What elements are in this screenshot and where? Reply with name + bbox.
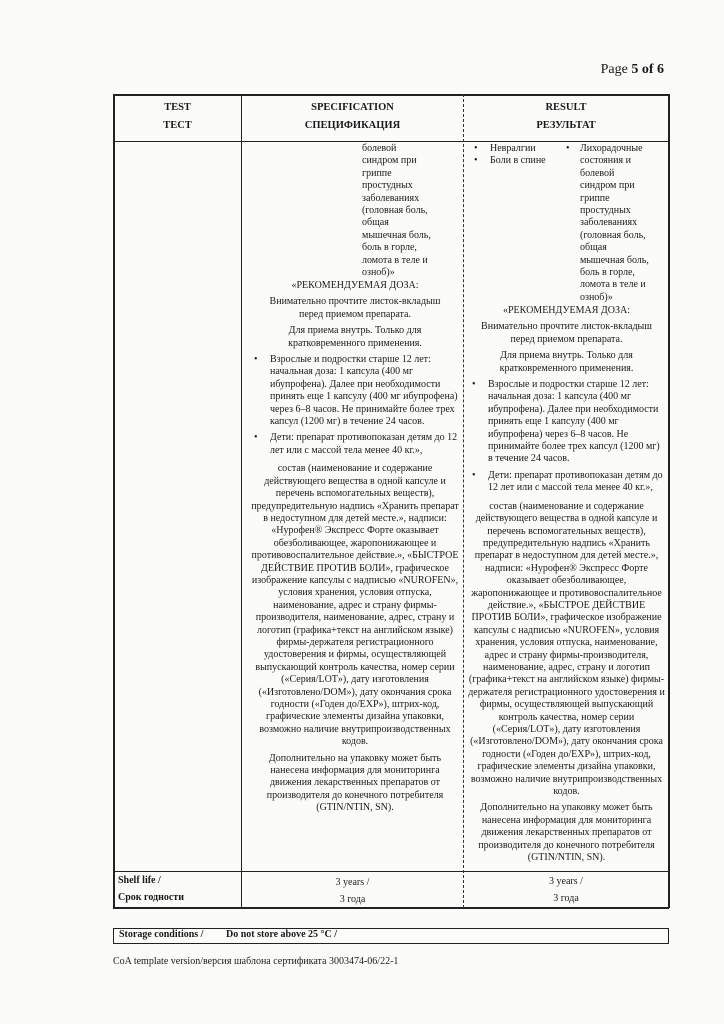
spec-line: заболеваниях — [362, 192, 420, 204]
spec-oral-use: Для приема внутрь. Только для кратковременного применения. — [288, 325, 422, 349]
spec-line: боль в горле, — [362, 242, 417, 254]
result-right-lines — [562, 143, 666, 304]
spec-dosage-block — [250, 280, 460, 819]
result-monitoring-text: Дополнительно на упаковку может быть нанесена информация для мониторинга движения лекарственных препаратов от производителя до конечного потребителя (GTIN/NTIN, SN). — [478, 802, 655, 864]
result-bullet-back-pain: • Боли в спине — [470, 155, 570, 167]
header-test — [114, 99, 241, 135]
result-oral-use: Для приема внутрь. Только для кратковременного применения. — [499, 350, 634, 374]
result-line: заболеваниях — [580, 217, 638, 229]
storage-value: Do not store above 25 °C / — [226, 929, 338, 940]
header-specification — [242, 99, 463, 135]
spec-line: болевой — [362, 143, 397, 154]
header-result-en: RESULT — [545, 102, 587, 113]
spec-dose-adults: • Взрослые и подростки старше 12 лет: начальная доза: 1 капсула (400 мг ибупрофена). Далее при необходимости принять еще 1 капсулу (400 мг ибупрофена) через 6–8 часов. Не принимайте более трех капсул (1200 мг) в течение 24 часов. — [250, 354, 460, 428]
result-line: боль в горле, — [580, 267, 635, 279]
result-line: мышечная боль, — [580, 254, 649, 266]
result-dosage-block — [468, 305, 665, 868]
result-dose-children: • Дети: препарат противопоказан детям до 12 лет или с массой тела менее 40 кг.», — [468, 470, 665, 495]
result-line: озноб)» — [580, 291, 613, 303]
shelf-label-en: Shelf life / — [118, 875, 161, 886]
spec-top-lines — [362, 143, 462, 279]
result-line: общая — [580, 242, 607, 254]
spec-dose-children: • Дети: препарат противопоказан детям до 12 лет или с массой тела менее 40 кг.», — [250, 432, 460, 457]
spec-package-text: состав (наименование и содержание действующего вещества в одной капсуле и перечень вспомогательных веществ), предупредительную надпись «Хранить препарат в недоступном для детей месте.», надписи: «Нурофен® Экспресс Форте оказывает обезболивающее, жаропонижающее и противовоспалительное действие.», «БЫСТРОЕ ДЕЙСТВИЕ ПРОТИВ БОЛИ», графическое изображение капсулы с надписью «NUROFEN», условия хранения, условия отпуска, наименование, адрес и страну фирмы-производителя, наименование, адрес, страну и логотип (графика+текст на английском языке) фирмы-держателя регистрационного удостоверения и фирмы, осуществляющей выпускающий контроль качества, номер серии («Серия/LOT»), дату изготовления («Изготовлено/DOM»), дату окончания срока годности («Годен до/EXP»), штрих-код, графические элементы дизайна упаковки, возможно наличие внутрипроизводственных кодов. — [251, 463, 459, 748]
spec-line: озноб)» — [362, 267, 395, 279]
shelf-spec-ru: 3 года — [339, 894, 366, 905]
result-package-text: состав (наименование и содержание действующего вещества в одной капсуле и перечень вспомогательных веществ), предупредительную надпись «Хранить препарат в недоступном для детей месте.», надписи: «Нурофен® Экспресс Форте оказывает обезболивающее, жаропонижающее и противовоспалительное действие.», «БЫСТРОЕ ДЕЙСТВИЕ ПРОТИВ БОЛИ», графическое изображение капсулы с надписью «NUROFEN», условия хранения, условия отпуска, наименование, адрес и страну фирмы-производителя, наименование, адрес, страну и логотип (графика+текст на английском языке) фирмы-держателя регистрационного удостоверения и фирмы, осуществляющей выпускающий контроль качества, номер серии («Серия/LOT»), дату изготовления («Изготовлено/DOM»), дату окончания срока годности («Годен до/EXP»), штрих-код, графические элементы дизайна упаковки, возможно наличие внутрипроизводственных кодов. — [468, 500, 665, 798]
col-divider-1 — [241, 94, 242, 908]
header-spec-en: SPECIFICATION — [311, 102, 394, 113]
table-left-border — [113, 94, 115, 908]
table-right-border — [668, 94, 670, 908]
spec-line: ломота в теле и — [362, 254, 428, 266]
spec-read-leaflet: Внимательно прочтите листок-вкладыш перед приемом препарата. — [269, 296, 441, 320]
header-result-ru: РЕЗУЛЬТАТ — [536, 120, 596, 131]
result-dose-adults: • Взрослые и подростки старше 12 лет: начальная доза: 1 капсула (400 мг ибупрофена). Далее при необходимости принять еще 1 капсулу (400 мг ибупрофена) через 6–8 часов. Не принимайте более трех капсул (1200 мг) в течение 24 часов. — [468, 379, 665, 466]
storage-conditions-box — [113, 928, 669, 944]
result-line: ломота в теле и — [580, 279, 646, 291]
result-line: синдром при — [580, 180, 635, 192]
spec-line: синдром при — [362, 155, 417, 167]
spec-line: простудных — [362, 180, 413, 192]
result-line: состояния и — [580, 155, 631, 167]
result-line: Лихорадочные — [580, 143, 643, 154]
shelf-life-result — [464, 873, 668, 907]
header-spec-ru: СПЕЦИФИКАЦИЯ — [304, 120, 401, 131]
shelf-life-label — [118, 872, 240, 906]
result-dose-list — [468, 379, 665, 495]
header-test-ru: ТЕСТ — [163, 120, 192, 131]
spec-line: общая — [362, 217, 389, 229]
header-test-en: TEST — [164, 102, 191, 113]
template-version-footer: CoA template version/версия шаблона сертификата 3003474-06/22-1 — [113, 956, 399, 967]
spec-dose-title: «РЕКОМЕНДУЕМАЯ ДОЗА: — [291, 280, 419, 291]
shelf-result-en: 3 years / — [549, 876, 583, 887]
result-line: гриппе — [580, 192, 610, 204]
spec-line: мышечная боль, — [362, 229, 431, 241]
header-result — [464, 99, 668, 135]
header-bottom-border — [113, 141, 669, 142]
shelf-result-ru: 3 года — [553, 893, 579, 904]
result-line: (головная боль, — [580, 229, 646, 241]
result-bullet-mark: • — [566, 143, 570, 154]
col-divider-2 — [463, 94, 464, 908]
result-bullet-neuralgia: • Невралгии — [470, 143, 570, 155]
spec-line: (головная боль, — [362, 205, 428, 217]
spec-line: гриппе — [362, 167, 392, 179]
table-top-border — [113, 94, 669, 96]
spec-monitoring-text: Дополнительно на упаковку может быть нанесена информация для мониторинга движения лекарственных препаратов от производителя до конечного потребителя (GTIN/NTIN, SN). — [266, 752, 444, 814]
result-line: болевой — [580, 167, 615, 179]
shelf-spec-en: 3 years / — [335, 877, 370, 888]
spec-dose-list — [250, 354, 460, 457]
shelf-life-spec — [242, 874, 463, 908]
result-left-bullets — [470, 143, 570, 172]
result-read-leaflet: Внимательно прочтите листок-вкладыш перед приемом препарата. — [481, 321, 652, 345]
shelf-label-ru: Срок годности — [118, 892, 184, 903]
storage-label: Storage conditions / — [119, 929, 204, 940]
page-number: Page 5 of 6 — [600, 62, 664, 77]
result-dose-title: «РЕКОМЕНДУЕМАЯ ДОЗА: — [502, 305, 630, 316]
result-line: простудных — [580, 205, 631, 217]
